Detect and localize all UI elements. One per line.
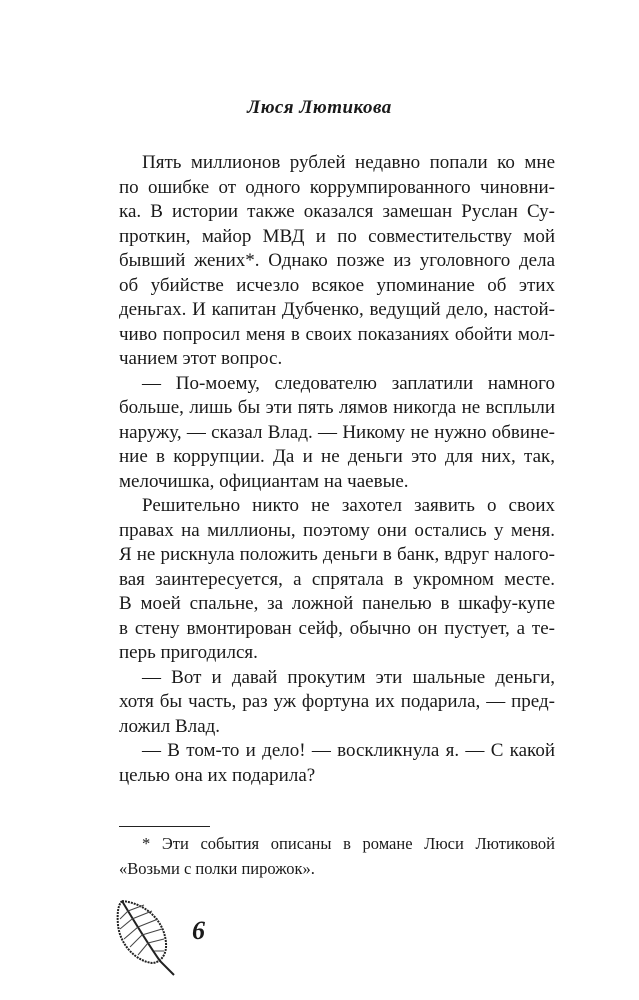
paragraph	[119, 666, 555, 740]
text-line: ние в коррупции. Да и не деньги это для них, так,	[119, 446, 555, 467]
paragraph	[119, 739, 555, 788]
footnote	[119, 831, 555, 881]
text-line: в стену вмонтирован сейф, обычно он пустует, а те-	[119, 617, 555, 639]
text-line: — По-моему, следователю заплатили намного	[142, 372, 555, 394]
text-line: ложил Влад.	[119, 715, 221, 737]
text-line: чиво попросил меня в своих показаниях обойти мол-	[119, 323, 555, 345]
text-line: хотя бы часть, раз уж фортуна их подарила, — пред-	[119, 691, 555, 712]
text-line: деньгах. И капитан Дубченко, ведущий дело, настой-	[119, 299, 555, 320]
text-line: Пять миллионов рублей недавно попали ко мне	[142, 152, 555, 173]
footnote-divider	[119, 826, 210, 827]
paragraph	[119, 372, 555, 495]
paragraph	[119, 151, 555, 372]
text-line: чанием этот вопрос.	[119, 348, 283, 369]
text-line: мелочишка, официантам на чаевые.	[119, 470, 409, 492]
text-line: по ошибке от одного коррумпированного чиновни-	[119, 176, 555, 198]
text-line: Я не рискнула положить деньги в банк, вдруг налого-	[119, 544, 555, 565]
text-line: наружу, — сказал Влад. — Никому не нужно обвине-	[119, 421, 555, 443]
text-line: Решительно никто не захотел заявить о своих	[142, 495, 555, 516]
text-line: — Вот и давай прокутим эти шальные деньги,	[142, 666, 555, 688]
text-line: об убийстве исчезло всякое упоминание об этих	[119, 274, 555, 296]
text-line: правах на миллионы, поэтому они остались у меня.	[119, 519, 555, 541]
leaf-ornament-icon	[114, 897, 180, 977]
text-line: бывший жених*. Однако позже из уголовного дела	[119, 250, 555, 271]
text-line: проткин, майор МВД и по совместительству мой	[119, 225, 555, 247]
footnote-line: «Возьми с полки пирожок».	[119, 859, 315, 878]
page-number: 6	[192, 916, 205, 945]
text-line: — В том-то и дело! — воскликнула я. — С какой	[142, 740, 555, 761]
body-text	[119, 151, 555, 788]
running-header: Люся Лютикова	[247, 97, 392, 118]
footnote-line: * Эти события описаны в романе Люси Лютиковой	[142, 834, 555, 853]
text-line: целью она их подарила?	[119, 764, 316, 786]
text-line: ка. В истории также оказался замешан Руслан Су-	[119, 201, 555, 222]
text-line: больше, лишь бы эти пять лямов никогда не всплыли	[119, 397, 555, 418]
text-line: вая заинтересуется, а спрятала в укромном месте.	[119, 568, 555, 590]
text-line: В моей спальне, за ложной панелью в шкафу-купе	[119, 593, 555, 614]
text-line: перь пригодился.	[119, 642, 258, 663]
paragraph	[119, 494, 555, 666]
